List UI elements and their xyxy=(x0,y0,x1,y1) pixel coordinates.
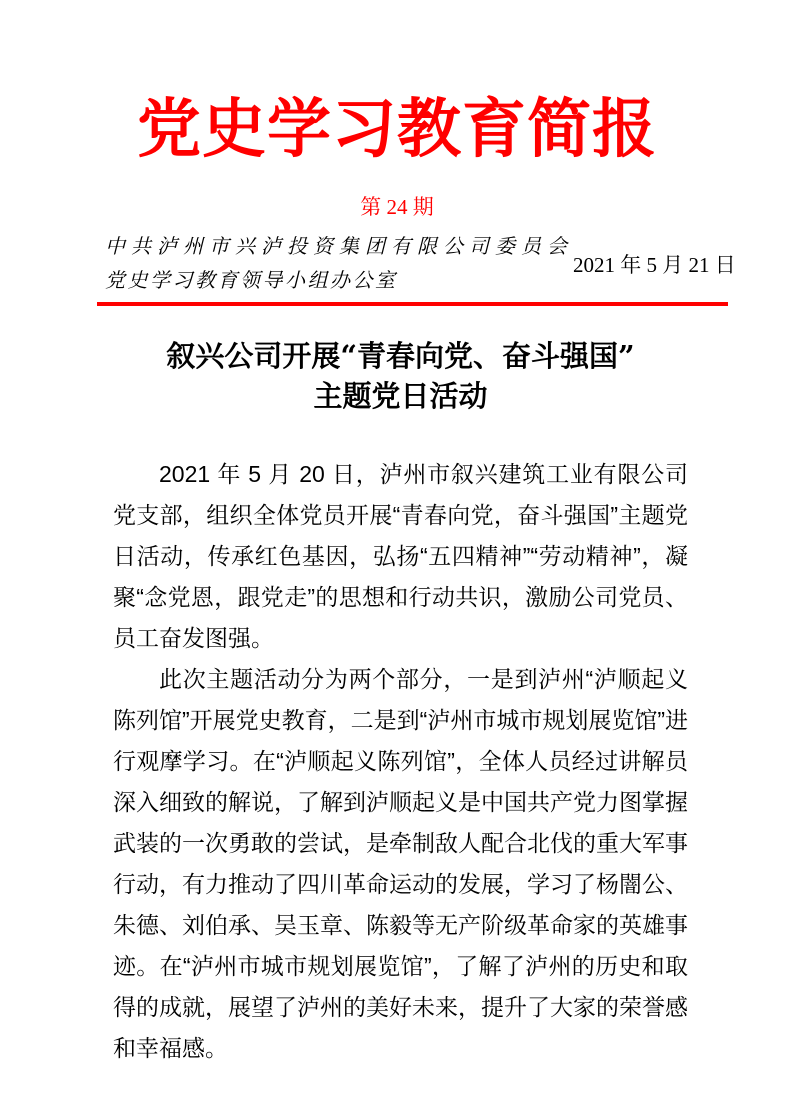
org-name-line-2: 党史学习教育领导小组办公室 xyxy=(105,270,398,292)
red-divider-rule xyxy=(97,302,728,306)
org-name-line-1: 中共泸州市兴泸投资集团有限公司委员会 xyxy=(105,236,573,258)
bulletin-masthead xyxy=(0,90,794,306)
article-paragraph-2: 此次主题活动分为两个部分，一是到泸州“泸顺起义陈列馆”开展党史教育，二是到“泸州市城市规划展览馆”进行观摩学习。在“泸顺起义陈列馆”，全体人员经过讲解员深入细致的解说，了解到泸顺起义是中国共产党力图掌握武装的一次勇敢的尝试，是牵制敌人配合北伐的重大军事行动，有力推动了四川革命运动的发展，学习了杨闇公、朱德、刘伯承、吴玉章、陈毅等无产阶级革命家的英雄事迹。在“泸州市城市规划展览馆”，了解了泸州的历史和取得的成就，展望了泸州的美好未来，提升了大家的荣誉感和幸福感。 xyxy=(113,666,688,1061)
article-title-line-1: 叙兴公司开展“青春向党、奋斗强国” xyxy=(166,339,635,373)
masthead-org-row xyxy=(105,230,736,298)
issue-date: 2021 年 5 月 21 日 xyxy=(573,253,736,277)
article xyxy=(113,336,688,1069)
issue-number: 第 24 期 xyxy=(360,195,434,219)
article-body xyxy=(113,454,688,1069)
article-title xyxy=(113,336,688,416)
article-title-line-2: 主题党日活动 xyxy=(313,379,488,413)
article-paragraph-1: 2021 年 5 月 20 日，泸州市叙兴建筑工业有限公司党支部，组织全体党员开展“青春向党，奋斗强国”主题党日活动，传承红色基因，弘扬“五四精神”“劳动精神”，凝聚“念党恩，跟党走”的思想和行动共识，激励公司党员、员工奋发图强。 xyxy=(113,461,688,651)
issuing-organization xyxy=(105,230,573,298)
bulletin-title: 党史学习教育简报 xyxy=(137,92,657,167)
